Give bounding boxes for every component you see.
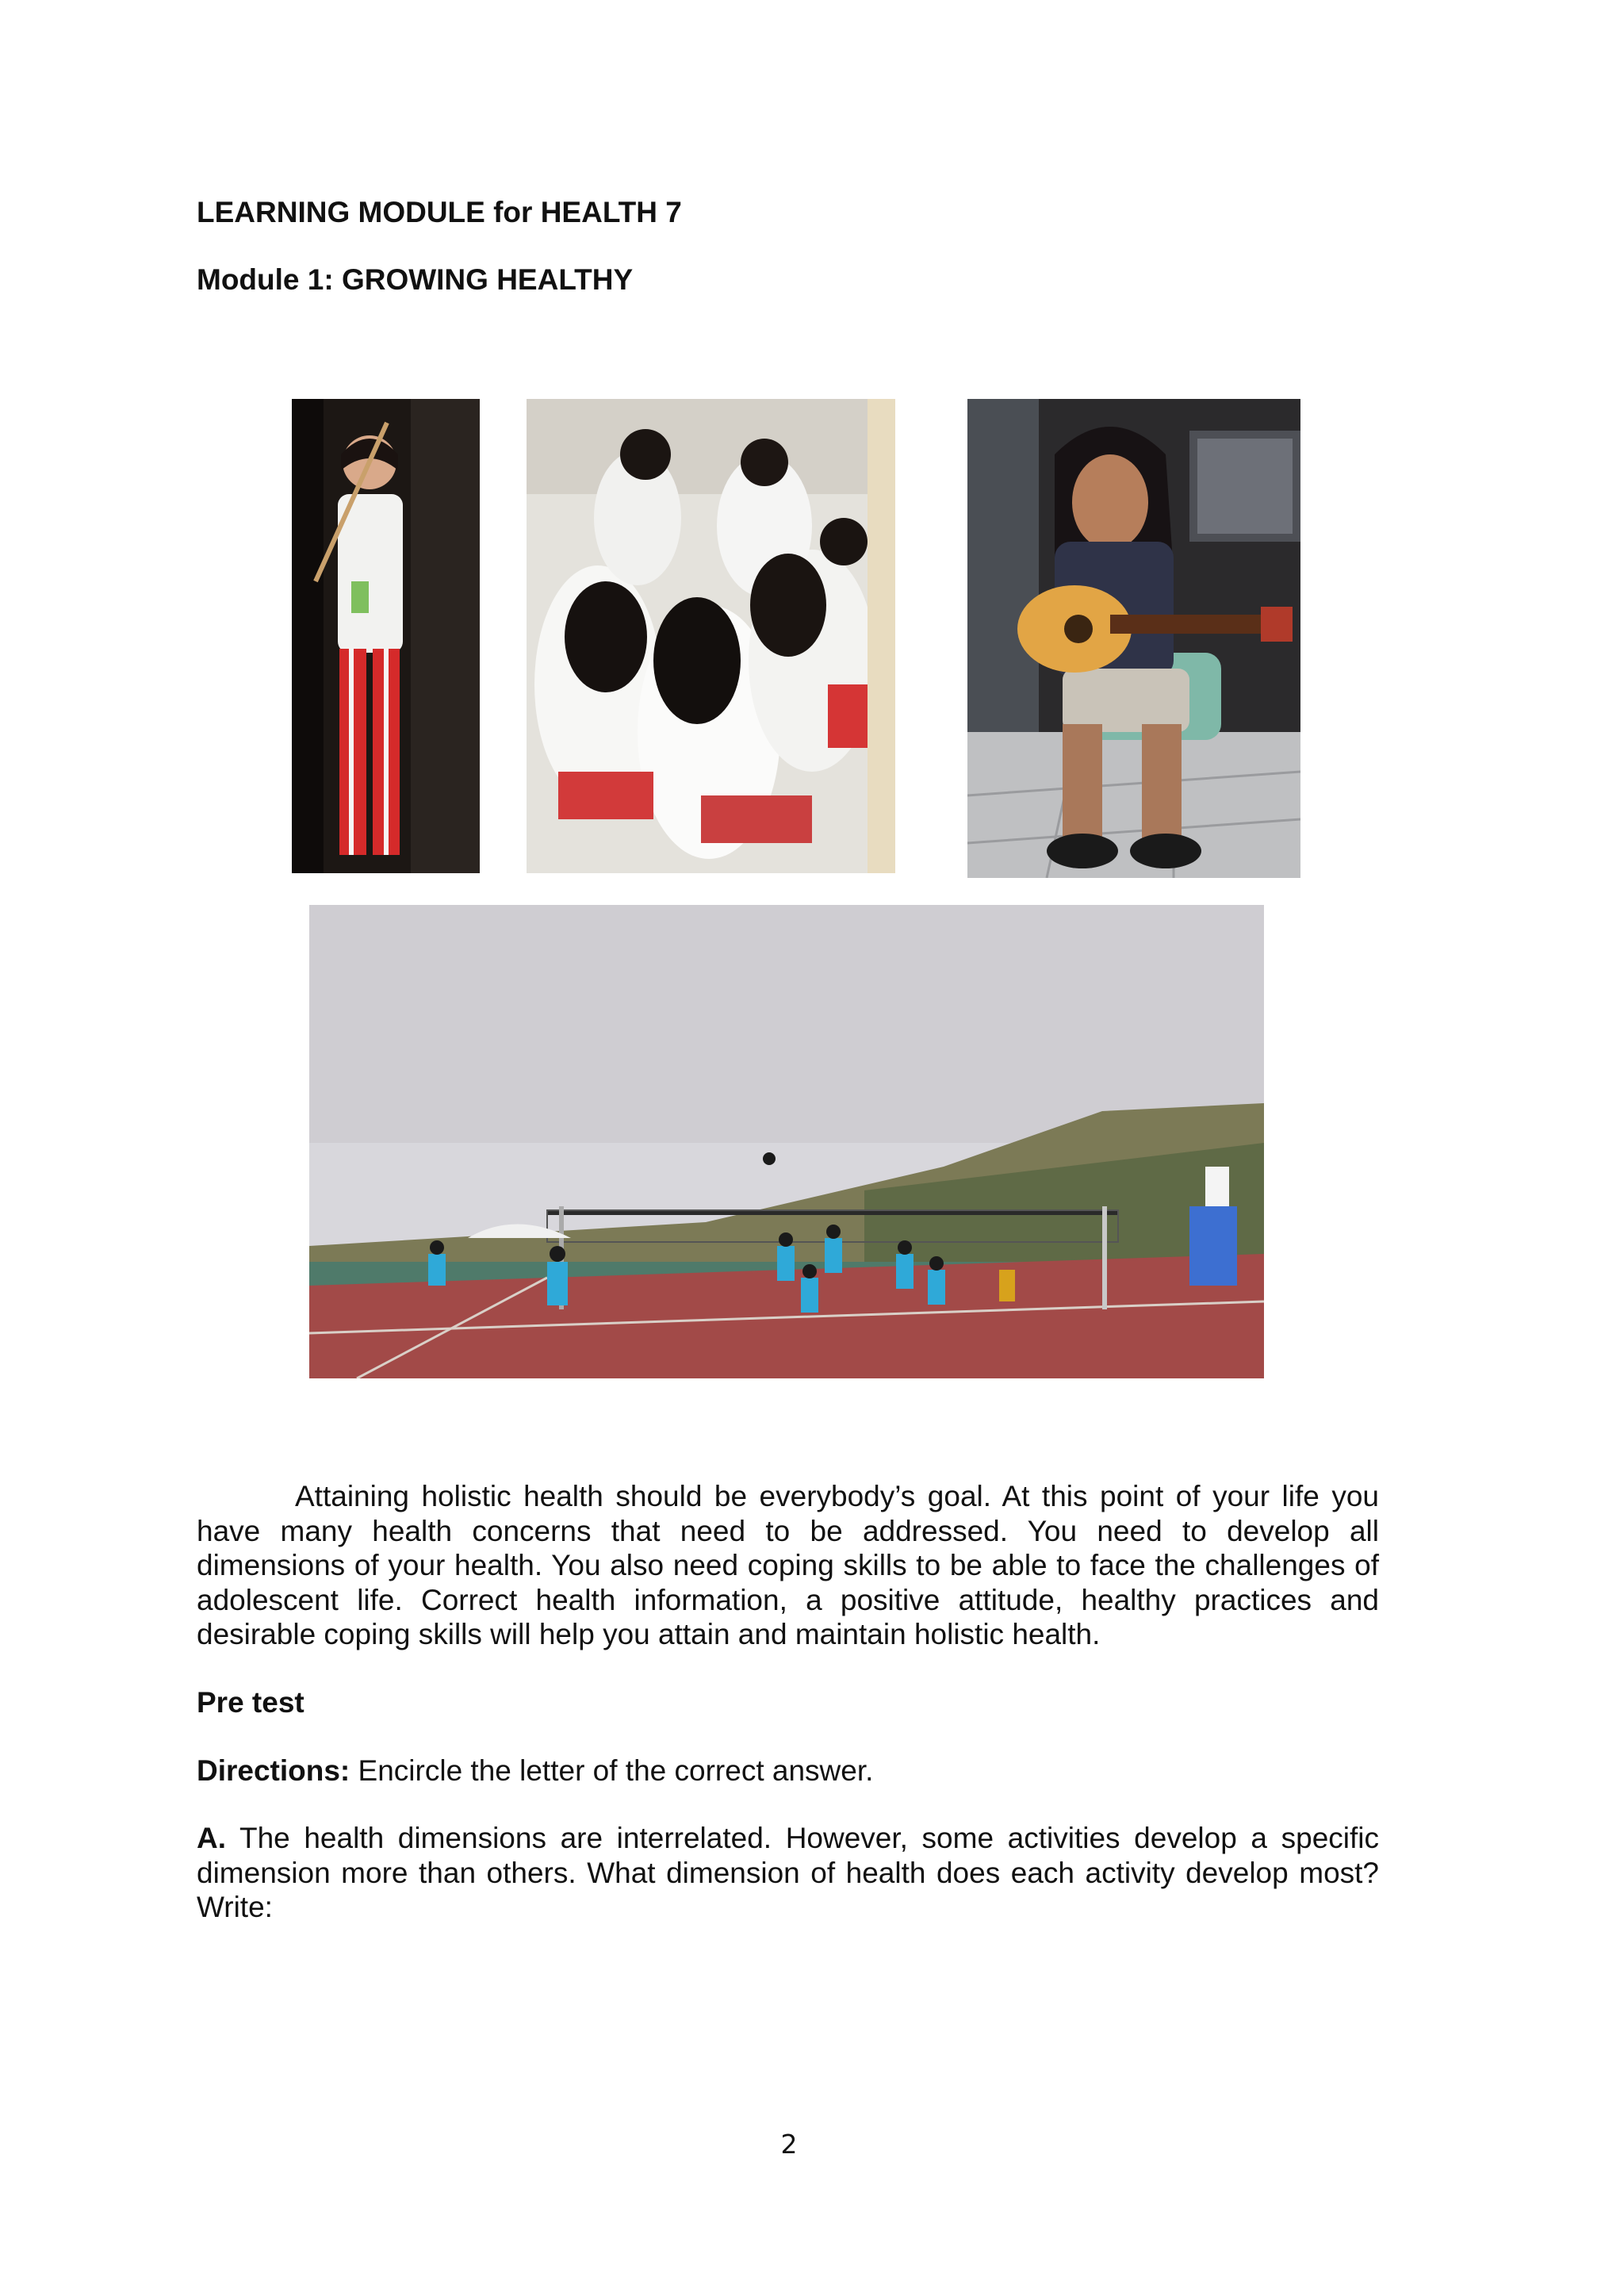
student-exercising-photo (292, 399, 480, 873)
volleyball-game-photo (309, 905, 1264, 1378)
part-a-label: A. (197, 1822, 226, 1854)
part-a-text: The health dimensions are interrelated. However, some activities develop a specific dimension more than others. What dimension of health does each activity develop most? Write: (197, 1822, 1379, 1923)
directions-line (197, 1754, 1379, 1788)
pretest-heading: Pre test (197, 1686, 304, 1719)
part-a-paragraph (197, 1821, 1379, 1925)
directions-text: Encircle the letter of the correct answer. (350, 1754, 874, 1787)
directions-label: Directions: (197, 1754, 350, 1787)
module-title: LEARNING MODULE for HEALTH 7 (197, 196, 682, 228)
intro-paragraph: Attaining holistic health should be everybody’s goal. At this point of your life you have many health concerns that need to be addressed. You need to develop all dimensions of your health. You also need coping skills to be able to face the challenges of adolescent life. Correct health information, a positive attitude, healthy practices and desirable coping skills will help you attain and maintain holistic health. (197, 1480, 1379, 1650)
module-subtitle: Module 1: GROWING HEALTHY (197, 263, 634, 296)
page-number: 2 (780, 2129, 798, 2160)
student-guitar-photo (967, 399, 1300, 878)
students-group-photo (527, 399, 895, 873)
